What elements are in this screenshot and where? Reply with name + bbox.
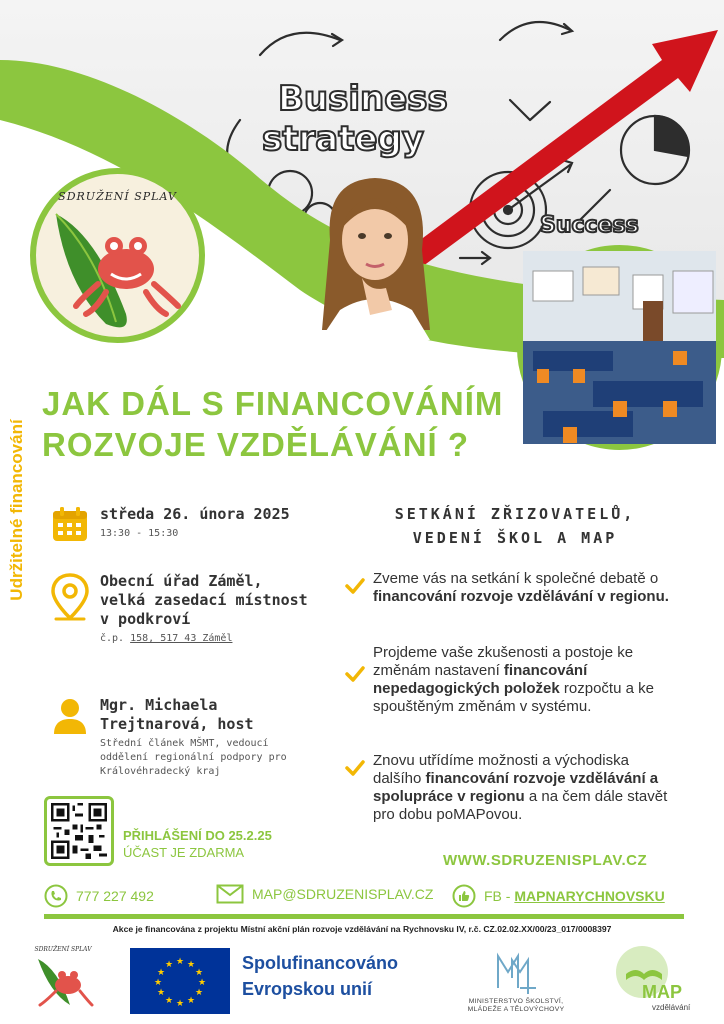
meeting-heading [355, 502, 675, 550]
thumbs-up-icon [452, 884, 476, 908]
host-name-line-2: Trejtnarová, host [100, 715, 254, 733]
event-address [100, 632, 308, 646]
eu-stars [130, 948, 230, 1014]
sketch-word-business: Business [278, 79, 448, 119]
location-pin-icon [50, 572, 90, 622]
person-icon [50, 696, 90, 736]
email-address: MAP@SDRUZENISPLAV.CZ [252, 886, 434, 902]
facebook-link[interactable]: MAPNARYCHNOVSKU [514, 888, 665, 904]
phone-number: 777 227 492 [76, 888, 154, 904]
event-host-row [50, 696, 315, 779]
side-label-vertical [4, 405, 30, 615]
footer-divider [44, 914, 684, 919]
calendar-icon [50, 505, 90, 545]
phone-icon [44, 884, 68, 908]
checkmark-icon [345, 666, 365, 682]
map-logo-name: MAP [642, 982, 682, 1002]
svg-text:★: ★ [156, 988, 166, 998]
svg-text:★: ★ [194, 988, 204, 998]
msmt-caption-line-2: MLÁDEŽE A TĚLOVÝCHOVY [467, 1006, 565, 1013]
bullet-text: Projdeme vaše zkušenosti a postoje ke změnám nastavení financování nepedagogických položek rozpočtu a ke spouštěným změnám v systému. [373, 644, 654, 715]
svg-text:★: ★ [153, 978, 163, 988]
msmt-monogram [456, 948, 576, 996]
frog-leaf-icon [36, 174, 199, 337]
website-link[interactable]: WWW.SDRUZENISPLAV.CZ [443, 852, 648, 869]
event-place-line-2: velká zasedací místnost [100, 591, 308, 609]
bullet-text: Znovu utřídíme možnosti a východiska dalšího financování rozvoje vzdělávání a spolupráce v regionu a na čem dále stavět pro dobu poMAPovou. [373, 752, 668, 823]
meeting-heading-line-2: VEDENÍ ŠKOL A MAP [412, 529, 618, 547]
event-address-prefix: č.p. [100, 633, 131, 644]
participation-free: ÚČAST JE ZDARMA [123, 845, 245, 860]
map-logo-sub: vzdělávání [652, 1003, 691, 1012]
facebook-prefix: FB - [484, 888, 515, 904]
sketch-word-success: Success [540, 213, 639, 238]
svg-text:★: ★ [175, 957, 185, 967]
svg-text:★: ★ [164, 960, 174, 970]
splav-small-logo-text: SDRUŽENÍ SPLAV [34, 946, 92, 953]
svg-text:★: ★ [186, 960, 196, 970]
event-address-link[interactable]: 158, 517 43 Záměl [130, 633, 233, 644]
qr-code[interactable] [44, 796, 114, 866]
frog-small-icon [30, 953, 96, 1013]
event-place-row [50, 572, 308, 646]
side-label-text: Udržitelné financování [7, 419, 26, 601]
map-vzdelavani-logo [612, 942, 691, 1016]
svg-text:★: ★ [194, 968, 204, 978]
contact-email[interactable] [216, 884, 433, 904]
qr-code-pattern [51, 803, 107, 859]
page-title [42, 383, 512, 465]
funding-footnote: Akce je financována z projektu Místní akční plán rozvoje vzdělávání na Rychnovsku IV, r.č. CZ.02.02.XX/00/23_017/0008397 [112, 924, 612, 934]
title-line-2: ROZVOJE VZDĚLÁVÁNÍ ? [42, 426, 470, 463]
envelope-icon [216, 884, 244, 904]
msmt-caption [456, 998, 576, 1014]
thinking-girl-photo [300, 170, 450, 340]
event-date: středa 26. února 2025 [100, 505, 290, 523]
splav-logo-text: SDRUŽENÍ SPLAV [58, 190, 177, 203]
svg-text:★: ★ [164, 996, 174, 1006]
meeting-heading-line-1: SETKÁNÍ ZŘIZOVATELŮ, [394, 505, 636, 523]
splav-small-logo [30, 946, 96, 1016]
svg-text:★: ★ [156, 968, 166, 978]
host-description: Střední článek MŠMT, vedoucí oddělení regionální podpory pro Královéhradecký kraj [100, 738, 287, 777]
svg-text:★: ★ [186, 996, 196, 1006]
msmt-logo [456, 948, 576, 1018]
sketch-word-strategy: strategy [262, 119, 425, 159]
eu-cofunded-text [242, 950, 398, 1002]
event-place-line-3: v podkroví [100, 610, 191, 628]
event-time: 13:30 - 15:30 [100, 528, 179, 539]
msmt-caption-line-1: MINISTERSTVO ŠKOLSTVÍ, [468, 998, 564, 1005]
partner-logos [0, 940, 724, 1024]
facebook-label [484, 888, 665, 904]
title-line-1: JAK DÁL S FINANCOVÁNÍM [42, 385, 504, 422]
checkmark-icon [345, 760, 365, 776]
eu-cofunded-line-1: Spolufinancováno [242, 953, 399, 973]
contact-phone[interactable] [44, 884, 154, 908]
host-name-line-1: Mgr. Michaela [100, 696, 218, 714]
splav-logo-circle [30, 168, 205, 343]
eu-cofunded-line-2: Evropskou unií [242, 979, 373, 999]
event-place-line-1: Obecní úřad Záměl, [100, 572, 263, 590]
svg-text:★: ★ [175, 999, 185, 1009]
event-date-row [50, 505, 290, 545]
eu-flag-icon [130, 948, 230, 1014]
checkmark-icon [345, 578, 365, 594]
classroom-illustration [523, 251, 716, 444]
contact-facebook[interactable] [452, 884, 665, 908]
map-book-icon [612, 942, 691, 1016]
bullet-text: Zveme vás na setkání k společné debatě o financování rozvoje vzdělávání v regionu. [373, 570, 669, 605]
bullet-item [345, 644, 675, 716]
bullet-item [345, 570, 675, 606]
svg-text:★: ★ [197, 978, 207, 988]
classroom-photo [517, 245, 722, 450]
bullet-item [345, 752, 675, 824]
registration-deadline: PŘIHLÁŠENÍ DO 25.2.25 [123, 828, 272, 843]
